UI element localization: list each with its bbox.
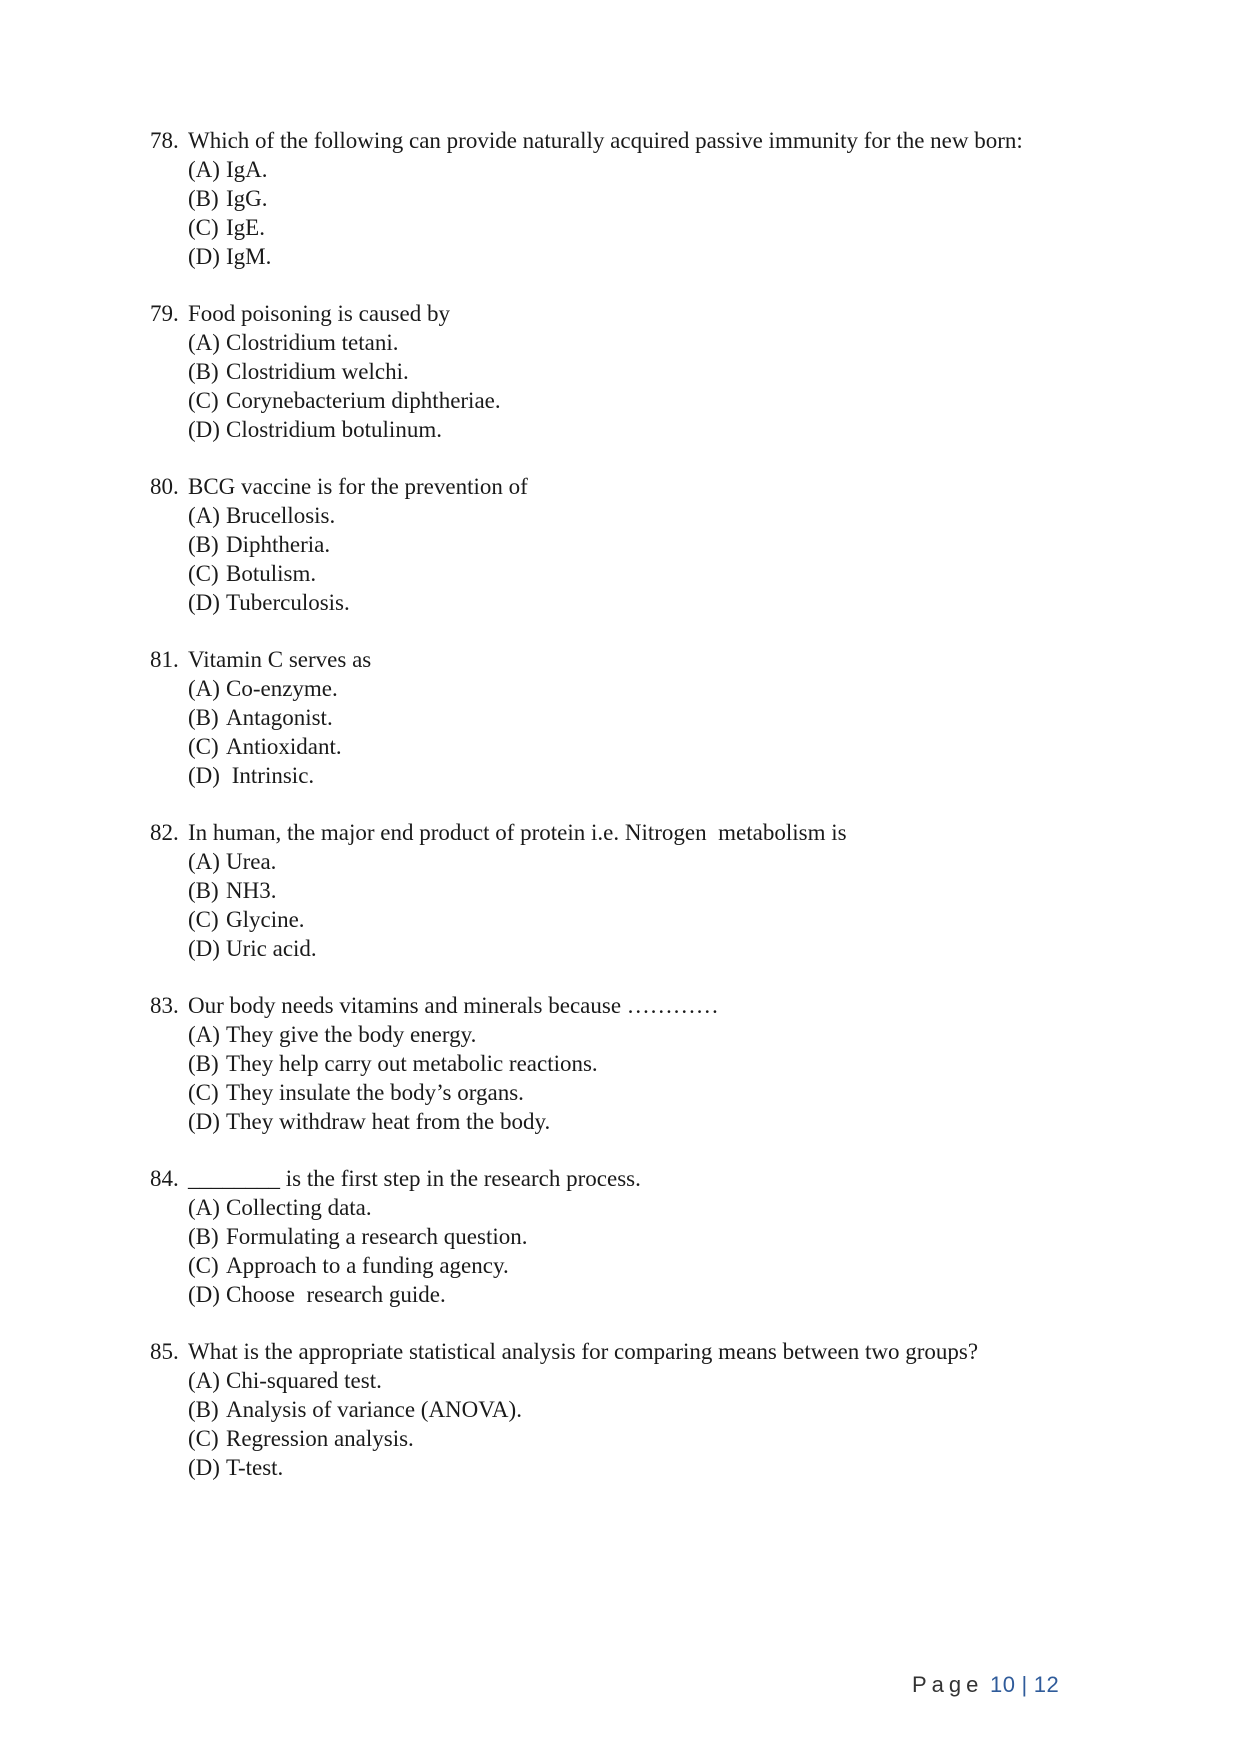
option-letter: (B) — [188, 878, 219, 903]
question-82 — [150, 818, 1070, 963]
question-number: 81. — [150, 647, 179, 672]
option-list — [188, 1020, 1070, 1136]
option-letter: (B) — [188, 359, 219, 384]
option-b — [188, 1049, 1070, 1078]
question-80 — [150, 472, 1070, 617]
option-text: Co-enzyme. — [226, 676, 338, 701]
option-letter: (B) — [188, 705, 219, 730]
question-number: 85. — [150, 1339, 179, 1364]
page-current: 10 — [990, 1672, 1016, 1697]
question-number: 82. — [150, 820, 179, 845]
option-letter: (C) — [188, 1253, 219, 1278]
option-text: Antagonist. — [226, 705, 333, 730]
question-83 — [150, 991, 1070, 1136]
option-c — [188, 732, 1070, 761]
option-letter: (C) — [188, 388, 219, 413]
option-text: Botulism. — [226, 561, 317, 586]
option-a — [188, 1020, 1070, 1049]
option-text: NH3. — [226, 878, 277, 903]
option-b — [188, 876, 1070, 905]
option-c — [188, 213, 1070, 242]
option-c — [188, 1251, 1070, 1280]
option-text: They withdraw heat from the body. — [226, 1109, 551, 1134]
option-text: They help carry out metabolic reactions. — [226, 1051, 598, 1076]
page-separator: | — [1021, 1672, 1028, 1697]
option-letter: (B) — [188, 532, 219, 557]
option-list — [188, 1366, 1070, 1482]
question-text: Food poisoning is caused by — [188, 301, 450, 326]
option-letter: (D) — [188, 1455, 220, 1480]
option-b — [188, 184, 1070, 213]
question-85 — [150, 1337, 1070, 1482]
option-text: IgE. — [226, 215, 265, 240]
question-text: In human, the major end product of protein i.e. Nitrogen metabolism is — [188, 820, 847, 845]
option-letter: (B) — [188, 1224, 219, 1249]
option-text: Clostridium welchi. — [226, 359, 409, 384]
option-text: Tuberculosis. — [226, 590, 350, 615]
option-text: They insulate the body’s organs. — [226, 1080, 524, 1105]
option-list — [188, 1193, 1070, 1309]
option-a — [188, 1193, 1070, 1222]
option-letter: (D) — [188, 417, 220, 442]
option-text: Urea. — [226, 849, 277, 874]
option-list — [188, 155, 1070, 271]
option-letter: (B) — [188, 1051, 219, 1076]
question-number: 80. — [150, 474, 179, 499]
option-b — [188, 1222, 1070, 1251]
option-text: Intrinsic. — [226, 763, 315, 788]
option-text: Diphtheria. — [226, 532, 331, 557]
option-letter: (C) — [188, 1426, 219, 1451]
option-b — [188, 1395, 1070, 1424]
question-84 — [150, 1164, 1070, 1309]
option-text: Choose research guide. — [226, 1282, 446, 1307]
option-a — [188, 674, 1070, 703]
option-text: Chi-squared test. — [226, 1368, 382, 1393]
question-number: 79. — [150, 301, 179, 326]
option-letter: (A) — [188, 157, 220, 182]
option-letter: (D) — [188, 590, 220, 615]
option-text: Brucellosis. — [226, 503, 336, 528]
option-text: Uric acid. — [226, 936, 317, 961]
option-text: Clostridium tetani. — [226, 330, 399, 355]
option-letter: (A) — [188, 1368, 220, 1393]
question-81 — [150, 645, 1070, 790]
option-text: Formulating a research question. — [226, 1224, 528, 1249]
question-text: Which of the following can provide naturally acquired passive immunity for the new born: — [188, 128, 1023, 153]
option-d — [188, 588, 1070, 617]
option-d — [188, 415, 1070, 444]
option-text: Antioxidant. — [226, 734, 342, 759]
option-text: They give the body energy. — [226, 1022, 477, 1047]
option-letter: (A) — [188, 1195, 220, 1220]
option-letter: (D) — [188, 1109, 220, 1134]
option-text: Glycine. — [226, 907, 305, 932]
option-list — [188, 674, 1070, 790]
option-letter: (B) — [188, 186, 219, 211]
option-text: Approach to a funding agency. — [226, 1253, 509, 1278]
question-text: Our body needs vitamins and minerals because ………… — [188, 993, 719, 1018]
page-total: 12 — [1033, 1672, 1060, 1697]
option-letter: (C) — [188, 907, 219, 932]
option-text: Collecting data. — [226, 1195, 372, 1220]
option-text: Regression analysis. — [226, 1426, 414, 1451]
question-78 — [150, 126, 1070, 271]
option-d — [188, 1107, 1070, 1136]
option-letter: (C) — [188, 1080, 219, 1105]
option-letter: (D) — [188, 1282, 220, 1307]
option-a — [188, 328, 1070, 357]
option-b — [188, 357, 1070, 386]
option-letter: (D) — [188, 244, 220, 269]
option-b — [188, 703, 1070, 732]
option-c — [188, 386, 1070, 415]
option-list — [188, 847, 1070, 963]
question-number: 78. — [150, 128, 179, 153]
option-c — [188, 1078, 1070, 1107]
option-letter: (C) — [188, 734, 219, 759]
option-letter: (A) — [188, 330, 220, 355]
option-text: Clostridium botulinum. — [226, 417, 442, 442]
option-list — [188, 328, 1070, 444]
option-letter: (D) — [188, 936, 220, 961]
question-text: Vitamin C serves as — [188, 647, 372, 672]
option-a — [188, 847, 1070, 876]
page-footer — [912, 1672, 1059, 1698]
option-d — [188, 1280, 1070, 1309]
option-text: IgM. — [226, 244, 272, 269]
option-text: IgA. — [226, 157, 268, 182]
option-a — [188, 501, 1070, 530]
question-text: What is the appropriate statistical analysis for comparing means between two groups? — [188, 1339, 979, 1364]
option-c — [188, 905, 1070, 934]
option-c — [188, 559, 1070, 588]
question-79 — [150, 299, 1070, 444]
option-b — [188, 530, 1070, 559]
option-letter: (B) — [188, 1397, 219, 1422]
option-letter: (C) — [188, 215, 219, 240]
question-number: 84. — [150, 1166, 179, 1191]
option-text: Analysis of variance (ANOVA). — [226, 1397, 522, 1422]
option-letter: (A) — [188, 849, 220, 874]
option-letter: (D) — [188, 763, 220, 788]
question-list — [150, 126, 1070, 1510]
option-d — [188, 242, 1070, 271]
question-number: 83. — [150, 993, 179, 1018]
option-a — [188, 155, 1070, 184]
option-letter: (A) — [188, 1022, 220, 1047]
option-letter: (A) — [188, 503, 220, 528]
option-text: IgG. — [226, 186, 268, 211]
option-letter: (A) — [188, 676, 220, 701]
question-text: ________ is the first step in the research process. — [188, 1166, 641, 1191]
option-a — [188, 1366, 1070, 1395]
option-letter: (C) — [188, 561, 219, 586]
option-d — [188, 1453, 1070, 1482]
page-label: Page — [912, 1672, 984, 1697]
question-text: BCG vaccine is for the prevention of — [188, 474, 528, 499]
option-text: Corynebacterium diphtheriae. — [226, 388, 501, 413]
option-d — [188, 934, 1070, 963]
option-text: T-test. — [226, 1455, 284, 1480]
option-d — [188, 761, 1070, 790]
option-c — [188, 1424, 1070, 1453]
option-list — [188, 501, 1070, 617]
